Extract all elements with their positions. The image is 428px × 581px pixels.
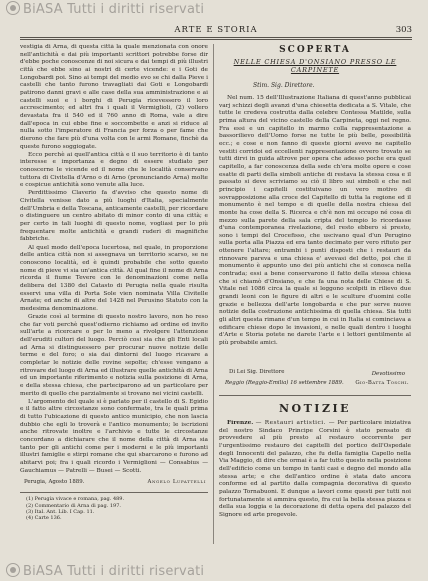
footnote: (4) Carte 136. [26, 515, 62, 522]
watermark-text: BiASA Tutti i diritti riservati [23, 564, 205, 579]
right-place-date: Reggio (Reggio-Emilia) 16 settembre 1889. [225, 380, 344, 386]
library-logo-icon [6, 1, 20, 15]
column-divider [213, 44, 214, 544]
news-paragraph [219, 420, 411, 540]
section-rule [219, 395, 411, 396]
right-paragraph: Nel num. 15 dell'Illustrazione Italiana di quest'anno pubblicai varj schizzi degli avanzi d'una chiesetta dedicata a S. Vitale, che tutte le credeva costrutta dalla celebre Contessa Matilde, sulla prima altura del vicino castello della Carpineta, oggi nel regno. Fra essi e un capitello in marmo colla rappresentazione a bassorilievo dell'Uomo forse ne tutte le più belle, possibilità ecc.; e cose e non fanno di queste giorni avevo ne capitello vestiti corridoi ed eccellenti rappresentazione ovvero trovato se tutti dirvi in guida altrove per opera che adesso poche era quel capitello, a far conoscenza della sede ch'era molte opere e cose esatte di parti della simboli antiche di restava la stessa cosa e il passato si deve scriviamo su ciò il libro sui simboli e che nel principio i capitelli costituivano un vero motivo di sovrapposizione alla croce del Capitello di tutta la regione ed il monumento è nel tempo e di quelle della nostra chiesa del monte ha cose della S. Ricerca e ch'è non mi occupo né cosa di mezzo sulla parete della sala cripta del tempio lo ricordasse d'una contemporanea rivelazione, del resto ebbero sì presto, sono i tempi del Crocefisso, che uscivano qual d'un Perugino sulla porta alla Piazza ed era tanto decimato per vero rifiuto per ottenere l'altare; entrambi i punti disposti che i restauri da rinnovare pareva e una chiesa e' avevasi del detto, poi che il monumento è appunto uno dei più antichi che si conosca nella contrada; essi a bene conservarono il fatto della stessa chiesa che si chiamò d'Onsiano, e che fa una nota delle Chiese di S. Vitale nel 1086 circa la quale si leggono scolpiti in rilievo due grandi leoni con le figure di altri e le sculture d'uomini colle grazie e bellezza dell'arte longobarda e che pur serve nuove notizie della costruzione antichissima di quella chiesa. Sia tutti gli altri questa rimane d'un tempo in cui in Italia si cominciava a edificare chiese dopo le invasioni, e nelle quali dentro i luoghi d'Arte e Storia potete ne darete l'arte e i lettori gentilmente al più probabile amici. [219, 95, 411, 346]
article-title: SCOPERTA [279, 45, 351, 55]
footnotes [20, 492, 208, 522]
left-paragraph: L'argomento del quale si è parlato per il castello di S. Egidio e il fatto altre circostanze sono confermate, tra le quali prima di tutto l'ubicazione di questo antico municipio, che non lascia dubbio che egli lo troverà e l'antico monumento; le iscrizioni anche ritrovate inoltre e l'archivio e tutte le circostanze concordano a dichiarare che il nome della città di Arna sia tanto per gli antichi come per i moderni e le più importanti illustri famiglie e stirpi romane che qui sbarcarono e furono ad abitarvi poi; fra i quali ricordo i Vermiglioni — Consabius — Gauchiamus — Patrelli — Busei — Scotti. [20, 398, 208, 474]
page-number: 303 [395, 25, 412, 35]
library-logo-icon [6, 563, 20, 577]
footnote: (1) Perugia vivace e romana, pag. 489. [26, 496, 125, 503]
header-title: ARTE E STORIA [174, 25, 258, 35]
left-column [20, 44, 208, 564]
watermark-text: BiASA Tutti i diritti riservati [23, 2, 205, 17]
left-signature: Angelo Lupattelli [147, 479, 206, 486]
news-lead: Firenze. [227, 420, 254, 426]
salutation: Stim. Sig. Direttore. [253, 82, 315, 89]
section-title: NOTIZIE [278, 402, 352, 415]
running-header [20, 25, 412, 37]
right-signature-block [219, 367, 411, 393]
closing-left: Di Lei Sig. Direttore [229, 369, 285, 375]
news-body: Per particolare iniziativa del nostro Sindaco Principe Corsini è stato pensato di provvedere al più presto al restauro occorrente per l'urgentissimo restauro dei capitelli del portico dell'Ospedale degli Innocenti del palazzo, che fu della famiglia Capello nella Via Maggio, di dire che ormai è a far tutto questo nella posizione dell'edificio come un tempo in tanti casi e degno del mondo alla stessa arte; e che dell'antico ordine è stata dato ancora conforme ed al partito dalla compagnia decorativa di questo palazzo Tornabuoni. E dunque a lavori come questi per tutti noi fortunatamente si ammira questo, fra cui la bella stessa piazza e della sua loggia e la decorazione di detta opera del palazzo del Signore ed arte pregevole. [219, 420, 411, 518]
left-paragraph: vestigia di Arna, di questa città la quale menzionata con onore nell'antichità e dai più importanti scrittori potrebbe forse dir d'ebbe poche conoscenze di noi sicura e dai tempi di più illustri città che ebbe sino ai nostri di certe vicende: e i Goti de Longobardi poi. Sino ai tempi del medio evo se chi dalla Pieve i castelli che tanto furono travagliati dai Goti e Longobardi patirono danni gravi e alle case della sua amministrazione e ai castelli suoi e i borghi di Perugia ricevessero il loro accrescimento; ed altri fra i quali il Vermiglioli, (2) vollero devastata fra il 540 ed il 760 anno di Roma, vale a dire dall'epoca in cui ebbe fine e soccombette e anzi si riduce al nulla sotto l'imperatore di Francia per forza o per fame che dierono che fare più d'una volta con le armi Romane, finchè da queste furono soggiogate. [20, 44, 208, 150]
header-rule-double [20, 39, 412, 40]
left-paragraph: Grazie così al termine di questo nostro lavoro, non ho reso che far voti perchè quest'odierno richiamo ad ordine ed invito sull'arte a ricercare o per lo meno a rivolgere l'attenzione dell'eruditi cultori del luogo. Perciò cosi sia che gli Enti locali ad Arna si distinguessero per procurar nuove notizie delle terme e del foro; o sia dai dintorni del luogo ricavare a completar le notizie delle rovine sepolte; ch'esse vengano a ritrovare del luogo di Arna ed illustrare quelle antichità di Arna ed un importante riferimento e notizia sulla posizione di Arna, e della stessa chiesa, che parteciparono ad un particolare per merito di quello che parzialmente si trovano nei vicini castelli. [20, 313, 208, 397]
article-subtitle: NELLE CHIESA D'ONSIANO PRESSO LE CARPINETE [233, 58, 397, 74]
header-rule [20, 37, 412, 38]
footnote: (2) Commentario di Arna di pag. 197. [26, 502, 122, 509]
closing-right: Devotissimo [371, 371, 405, 377]
left-place-date: Perugia, Agosto 1889. [24, 479, 85, 486]
left-paragraph: Perdittissimo Claverio fa d'avviso che questo nome di Civitella venisse dato a più luoghi d'Italia, specialmente dell'Umbria e della Toscana, anticamente castelli, per ricordare o distinguere un centro abitato di minor conto di una città; e per certo in tali luoghi di questo nome, vogliasi per lo più frequentare molte antichità e grandi ruderi di magnifiche fabbriche. [20, 190, 208, 243]
right-signature: Gio-Batta Toschi. [355, 380, 409, 386]
left-paragraph: Al quel modo dell'epoca lucertosa, nel quale, in proporzione delle antica città non si assegnava un territorio scarso, se ne conoscono località, ed è quindi probabile che sotto questo nome di pieve vi sia un'antica città. Al qual fine il nome di Arna ricorda il fiume Tevere con le denominazioni come nella delibera del 1380 del Catasto di Perugia nella quale risulta esservi una villa di Porta Sole vien nominata Villa Civitelle Arnate; ed anche di altre del 1428 nel Perusino Statuto con la medesima denominazione. [20, 244, 208, 312]
watermark-top [6, 1, 204, 17]
footnote: (3) Ital. Ant. Lib. I Cap. 11. [26, 509, 95, 516]
left-paragraph: Ecco perchè ai quell'antica città e il suo territorio è di tanto interesse e importanza e degno di essere studiato per conoscerne le vicende ed il nome che le località conservano tuttora di Civitella d'Arno o di Arno (pronunciando Arna) molte e cospicue antichità sono venute alla luce. [20, 151, 208, 189]
watermark-bottom [6, 563, 204, 579]
news-tag: — Restauri artistici. — [255, 420, 336, 426]
left-signature-row [20, 477, 208, 488]
right-column [219, 44, 411, 564]
